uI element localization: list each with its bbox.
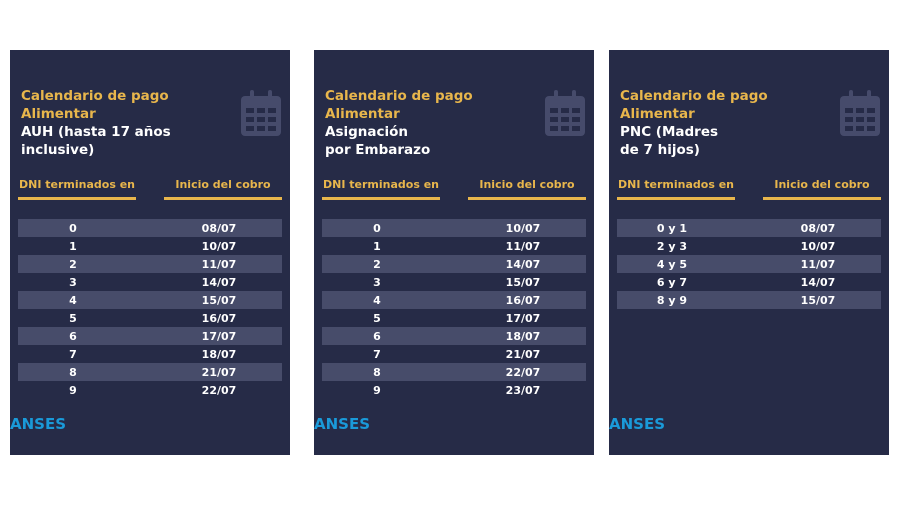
- payment-date: 15/07: [505, 275, 541, 289]
- column-header-dni: DNI terminados en: [618, 178, 734, 191]
- table-row: [322, 219, 586, 237]
- table-row: [322, 345, 586, 363]
- dni-digit: 1: [69, 239, 77, 253]
- dni-digit: 9: [373, 383, 381, 397]
- table-row: [322, 273, 586, 291]
- column-header-date: Inicio del cobro: [774, 178, 870, 191]
- table-row: [18, 363, 282, 381]
- table-row: [18, 273, 282, 291]
- dni-digit: 0 y 1: [656, 221, 688, 235]
- table-row: [322, 381, 586, 399]
- header-underline: [164, 197, 282, 200]
- dni-digit: 8: [373, 365, 381, 379]
- dni-digit: 6: [69, 329, 77, 343]
- table-row: [18, 219, 282, 237]
- dni-digit: 2: [373, 257, 381, 271]
- table-row: [18, 255, 282, 273]
- dni-digit: 2: [69, 257, 77, 271]
- payment-calendar-panel: [314, 50, 594, 455]
- table-row: [617, 255, 881, 273]
- schedule-table: [18, 219, 282, 399]
- header-underline: [763, 197, 881, 200]
- payment-date: 11/07: [201, 257, 237, 271]
- payment-date: 18/07: [201, 347, 237, 361]
- dni-digit: 9: [69, 383, 77, 397]
- payment-date: 23/07: [505, 383, 541, 397]
- calendar-icon: [840, 90, 880, 136]
- dni-digit: 5: [69, 311, 77, 325]
- payment-date: 22/07: [505, 365, 541, 379]
- subtitle-line: AUH (hasta 17 años: [21, 124, 171, 140]
- table-row: [322, 291, 586, 309]
- payment-date: 08/07: [201, 221, 237, 235]
- dni-digit: 8: [69, 365, 77, 379]
- payment-date: 17/07: [201, 329, 237, 343]
- dni-digit: 5: [373, 311, 381, 325]
- payment-date: 22/07: [201, 383, 237, 397]
- table-row: [322, 309, 586, 327]
- table-row: [18, 291, 282, 309]
- column-header-date: Inicio del cobro: [175, 178, 271, 191]
- payment-date: 14/07: [201, 275, 237, 289]
- title-line: Calendario de pago: [325, 88, 473, 104]
- calendar-icon: [241, 90, 281, 136]
- anses-logo: ANSES: [314, 415, 371, 433]
- dni-digit: 2 y 3: [656, 239, 688, 253]
- title-line: Calendario de pago: [21, 88, 169, 104]
- table-row: [617, 219, 881, 237]
- payment-date: 10/07: [505, 221, 541, 235]
- panel-title: [325, 87, 473, 159]
- dni-digit: 0: [373, 221, 381, 235]
- table-row: [617, 291, 881, 309]
- payment-date: 21/07: [201, 365, 237, 379]
- dni-digit: 4 y 5: [656, 257, 688, 271]
- dni-digit: 4: [373, 293, 381, 307]
- subtitle-line: de 7 hijos): [620, 142, 700, 158]
- payment-date: 08/07: [800, 221, 836, 235]
- column-header-dni: DNI terminados en: [323, 178, 439, 191]
- panel-title: [620, 87, 768, 159]
- payment-date: 10/07: [201, 239, 237, 253]
- title-line: Alimentar: [325, 106, 400, 122]
- table-row: [18, 381, 282, 399]
- subtitle-line: inclusive): [21, 142, 95, 158]
- anses-logo: ANSES: [10, 415, 67, 433]
- payment-calendar-panel: [609, 50, 889, 455]
- dni-digit: 4: [69, 293, 77, 307]
- title-line: Alimentar: [21, 106, 96, 122]
- dni-digit: 8 y 9: [656, 293, 688, 307]
- table-row: [617, 273, 881, 291]
- payment-date: 14/07: [505, 257, 541, 271]
- subtitle-line: PNC (Madres: [620, 124, 719, 140]
- payment-date: 11/07: [800, 257, 836, 271]
- dni-digit: 7: [373, 347, 381, 361]
- payment-date: 18/07: [505, 329, 541, 343]
- header-underline: [322, 197, 440, 200]
- dni-digit: 1: [373, 239, 381, 253]
- payment-calendar-panel: [10, 50, 290, 455]
- schedule-table: [322, 219, 586, 399]
- column-header-dni: DNI terminados en: [19, 178, 135, 191]
- payment-date: 17/07: [505, 311, 541, 325]
- payment-date: 15/07: [201, 293, 237, 307]
- calendar-icon: [545, 90, 585, 136]
- table-row: [322, 237, 586, 255]
- header-underline: [617, 197, 735, 200]
- payment-date: 16/07: [201, 311, 237, 325]
- table-row: [18, 345, 282, 363]
- table-row: [18, 309, 282, 327]
- table-row: [617, 237, 881, 255]
- header-underline: [468, 197, 586, 200]
- panel-title: [21, 87, 171, 159]
- header-underline: [18, 197, 136, 200]
- payment-date: 10/07: [800, 239, 836, 253]
- table-row: [18, 237, 282, 255]
- dni-digit: 0: [69, 221, 77, 235]
- title-line: Calendario de pago: [620, 88, 768, 104]
- dni-digit: 6 y 7: [656, 275, 688, 289]
- dni-digit: 3: [373, 275, 381, 289]
- title-line: Alimentar: [620, 106, 695, 122]
- payment-date: 11/07: [505, 239, 541, 253]
- subtitle-line: Asignación: [325, 124, 409, 140]
- table-row: [18, 327, 282, 345]
- table-row: [322, 255, 586, 273]
- payment-date: 16/07: [505, 293, 541, 307]
- subtitle-line: por Embarazo: [325, 142, 431, 158]
- column-header-date: Inicio del cobro: [479, 178, 575, 191]
- schedule-table: [617, 219, 881, 309]
- dni-digit: 6: [373, 329, 381, 343]
- payment-date: 15/07: [800, 293, 836, 307]
- table-row: [322, 327, 586, 345]
- table-row: [322, 363, 586, 381]
- dni-digit: 3: [69, 275, 77, 289]
- anses-logo: ANSES: [609, 415, 666, 433]
- payment-date: 14/07: [800, 275, 836, 289]
- dni-digit: 7: [69, 347, 77, 361]
- payment-date: 21/07: [505, 347, 541, 361]
